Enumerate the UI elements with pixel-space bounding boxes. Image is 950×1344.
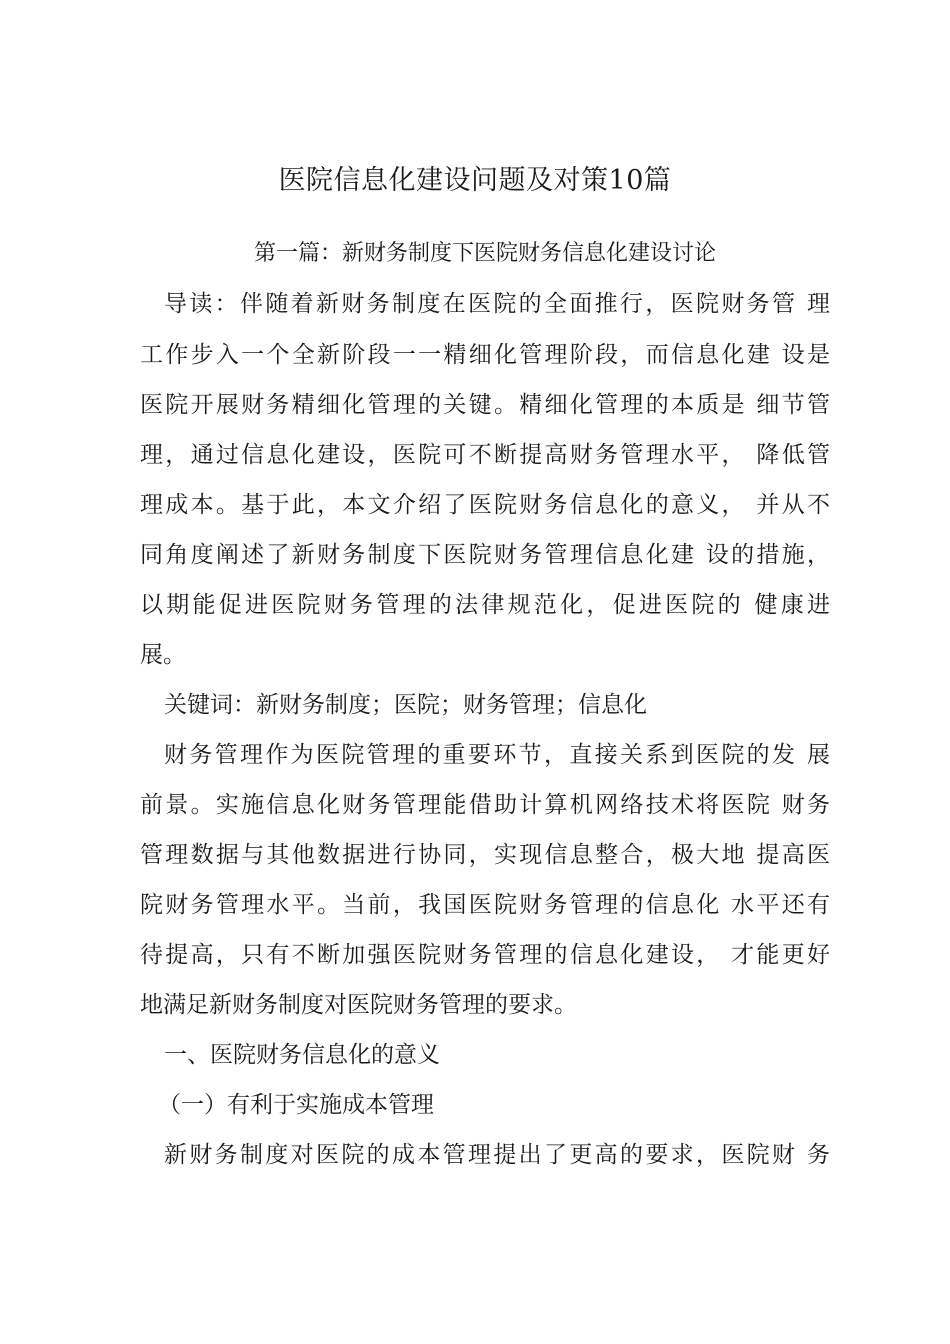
abstract-line: 展。 bbox=[140, 642, 186, 668]
abstract-line: 理，通过信息化建设，医院可不断提高财务管理水平， 降低管 bbox=[140, 442, 830, 468]
abstract-line: 理成本。基于此，本文介绍了医院财务信息化的意义， 并从不 bbox=[140, 492, 830, 518]
abstract-line: 导读：伴随着新财务制度在医院的全面推行，医院财务管 理 bbox=[164, 291, 830, 317]
document-title: 医院信息化建设问题及对策10篇 bbox=[278, 165, 672, 196]
abstract-line: 医院开展财务精细化管理的关键。精细化管理的本质是 细节管 bbox=[140, 392, 830, 418]
abstract-line: 同角度阐述了新财务制度下医院财务管理信息化建 设的措施， bbox=[140, 542, 830, 568]
body-line: 管理数据与其他数据进行协同，实现信息整合，极大地 提高医 bbox=[140, 842, 830, 868]
body-line: 地满足新财务制度对医院财务管理的要求。 bbox=[140, 992, 577, 1018]
abstract-line: 工作步入一个全新阶段一一精细化管理阶段，而信息化建 设是 bbox=[140, 342, 830, 368]
subsection-heading: （一）有利于实施成本管理 bbox=[158, 1092, 434, 1118]
keywords-line: 关键词：新财务制度；医院；财务管理；信息化 bbox=[164, 692, 647, 718]
body-line: 前景。实施信息化财务管理能借助计算机网络技术将医院 财务 bbox=[140, 792, 830, 818]
section-subtitle: 第一篇：新财务制度下医院财务信息化建设讨论 bbox=[253, 241, 716, 266]
body-line: 新财务制度对医院的成本管理提出了更高的要求，医院财 务 bbox=[164, 1142, 830, 1168]
abstract-line: 以期能促进医院财务管理的法律规范化，促进医院的 健康进 bbox=[140, 592, 830, 618]
body-line: 院财务管理水平。当前，我国医院财务管理的信息化 水平还有 bbox=[140, 892, 830, 918]
body-line: 待提高，只有不断加强医院财务管理的信息化建设， 才能更好 bbox=[140, 942, 830, 968]
body-line: 财务管理作为医院管理的重要环节，直接关系到医院的发 展 bbox=[164, 742, 830, 768]
section-heading: 一、医院财务信息化的意义 bbox=[164, 1042, 440, 1068]
